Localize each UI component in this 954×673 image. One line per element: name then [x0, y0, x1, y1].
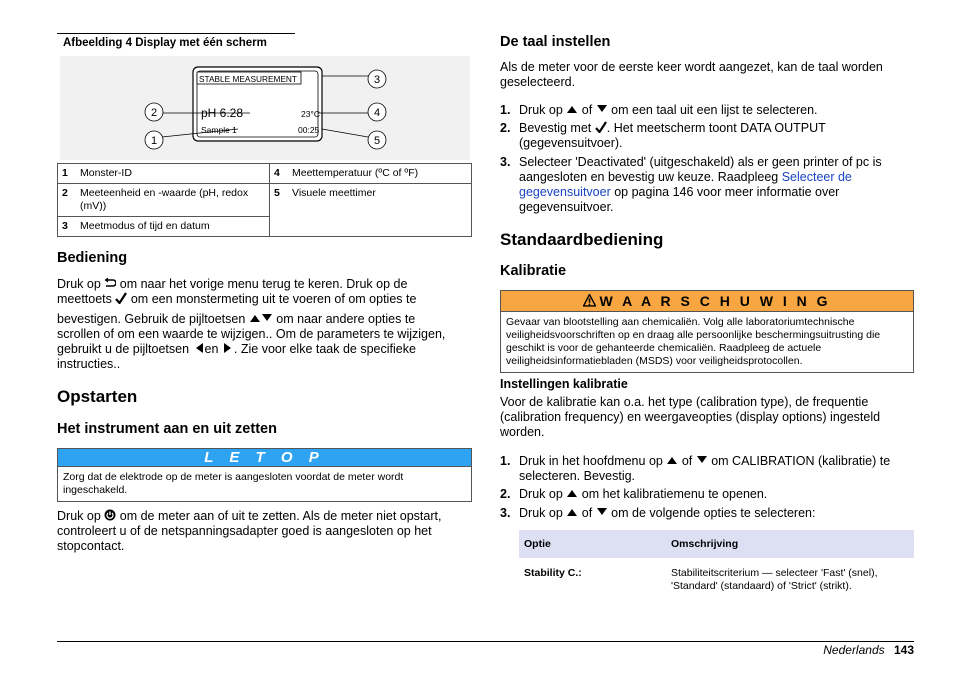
display-figure: [60, 56, 470, 160]
taal-intro: Als de meter voor de eerste keer wordt aangezet, kan de taal worden geselecteerd.: [500, 60, 883, 89]
legend-num: 1: [58, 164, 77, 184]
opstarten-text: Druk op om de meter aan of uit te zetten. Als de meter niet opstart, controleert u of de netspanningsadapter goed is aangesloten op het stopcontact.: [57, 509, 442, 553]
kal-step-1: 1. Druk in het hoofdmenu op of om CALIBRATION (kalibratie) te selecteren. Bevestig.: [500, 454, 891, 483]
taal-step-1: 1. Druk op of om een taal uit een lijst te selecteren.: [500, 103, 818, 117]
callout-label-2: 2: [150, 107, 158, 119]
aan-uit-heading: Het instrument aan en uit zetten: [57, 421, 277, 437]
kalibratie-heading: Kalibratie: [500, 263, 567, 279]
standaard-heading: Standaardbediening: [500, 230, 664, 249]
callout-label-3: 3: [373, 74, 381, 86]
legend-num: 2: [58, 184, 77, 217]
notice-header: L E T O P: [58, 449, 471, 467]
arrow-up-icon: [566, 103, 578, 115]
legend-text: Meeteenheid en -waarde (pH, redox (mV)): [76, 184, 270, 217]
arrow-down-icon: [261, 312, 273, 324]
figure-caption: Afbeelding 4 Display met één scherm: [63, 37, 267, 49]
display-sample: Sample 1: [201, 125, 237, 135]
display-temp: 23°C: [301, 109, 320, 119]
display-mode: STABLE MEASUREMENT: [199, 74, 297, 84]
taal-heading: De taal instellen: [500, 34, 611, 50]
arrow-right-icon: [222, 342, 234, 354]
callout-label-5: 5: [373, 135, 381, 147]
display-timer: 00:25: [298, 125, 320, 135]
figure-legend: [57, 163, 472, 237]
power-icon: [104, 509, 116, 521]
arrow-up-icon: [566, 506, 578, 518]
footer: [823, 643, 914, 657]
kal-step-2: 2. Druk op om het kalibratiemenu te openen.: [500, 487, 768, 501]
instellingen-heading: Instellingen kalibratie: [500, 377, 628, 391]
callout-label-4: 4: [373, 107, 381, 119]
options-header-optie: Optie: [519, 530, 666, 558]
bediening-text: Druk op om naar het vorige menu terug te keren. Druk op de meettoets om een monstermeting uit te voeren of om opties te bevestigen. Gebruik de pijltoetsen om naar andere opties te scrollen of om een waarde te wijzigen.. Om de parameters te wijzigen, gebruikt u de pijltoetsen en . Zie voor elke taak de specifieke instructies..: [57, 277, 446, 371]
options-cell-omschrijving: Stabiliteitscriterium — selecteer 'Fast' (snel), 'Standard' (standaard) of 'Strict' (strikt).: [671, 567, 878, 592]
footer-rule: [57, 641, 914, 642]
footer-language: Nederlands: [823, 643, 885, 657]
arrow-down-icon: [696, 454, 708, 466]
display-value: pH 6.28: [201, 106, 244, 120]
checkmark-icon: [595, 121, 607, 133]
kal-step-3: 3. Druk op of om de volgende opties te selecteren:: [500, 506, 816, 520]
top-rule: [57, 33, 295, 34]
legend-num: 4: [270, 164, 289, 184]
opstarten-heading: Opstarten: [57, 387, 138, 406]
taal-step-3: 3. Selecteer 'Deactivated' (uitgeschakeld) als er geen printer of pc is aangesloten en bevestig uw keuze. Raadpleeg Selecteer de gegevensuitvoer op pagina 146 voor meer informatie over gegevensuitvoer.: [500, 155, 882, 214]
legend-text: Monster-ID: [76, 164, 270, 184]
arrow-down-icon: [596, 103, 608, 115]
warning-icon: [583, 294, 596, 307]
arrow-up-icon: [666, 454, 678, 466]
checkmark-icon: [115, 292, 127, 304]
options-header-omschrijving: Omschrijving: [666, 530, 914, 558]
legend-text: Meettemperatuur (ºC of ºF): [288, 164, 472, 184]
warning-body: Gevaar van blootstelling aan chemicaliën. Volg alle laboratoriumtechnische veiligheidsvoorschriften op en draag alle persoonlijke beschermingsuitrusting die geschikt is voor de gehanteerde chemicaliën. Raadpleeg de actuele veiligheidsinformatiebladen (MSDS) voor veiligheidsprotocollen.: [506, 316, 881, 367]
legend-text: Visuele meettimer: [288, 184, 472, 237]
arrow-up-icon: [566, 487, 578, 499]
back-icon: [104, 277, 116, 289]
callout-label-1: 1: [150, 135, 158, 147]
arrow-up-icon: [249, 312, 261, 324]
page-number: 143: [893, 643, 914, 657]
options-cell-optie: Stability C.:: [524, 567, 582, 579]
bediening-heading: Bediening: [57, 250, 128, 266]
notice-box: [57, 448, 472, 502]
arrow-left-icon: [193, 342, 205, 354]
gegevensuitvoer-link[interactable]: Selecteer de gegevensuitvoer: [519, 170, 852, 199]
notice-body: Zorg dat de elektrode op de meter is aangesloten voordat de meter wordt ingeschakeld.: [63, 471, 404, 496]
options-table: [519, 530, 914, 602]
taal-step-2: 2. Bevestig met . Het meetscherm toont DATA OUTPUT (gegevensuitvoer).: [500, 121, 826, 150]
instellingen-text: Voor de kalibratie kan o.a. het type (calibration type), de frequentie (calibration frequency) en weergaveopties (display options) ingesteld worden.: [500, 395, 881, 439]
legend-text: Meetmodus of tijd en datum: [76, 217, 270, 237]
legend-num: 5: [270, 184, 289, 237]
warning-box: [500, 290, 914, 373]
warning-title: W A A R S C H U W I N G: [599, 293, 831, 309]
arrow-down-icon: [596, 506, 608, 518]
legend-num: 3: [58, 217, 77, 237]
warning-header: [501, 291, 913, 312]
